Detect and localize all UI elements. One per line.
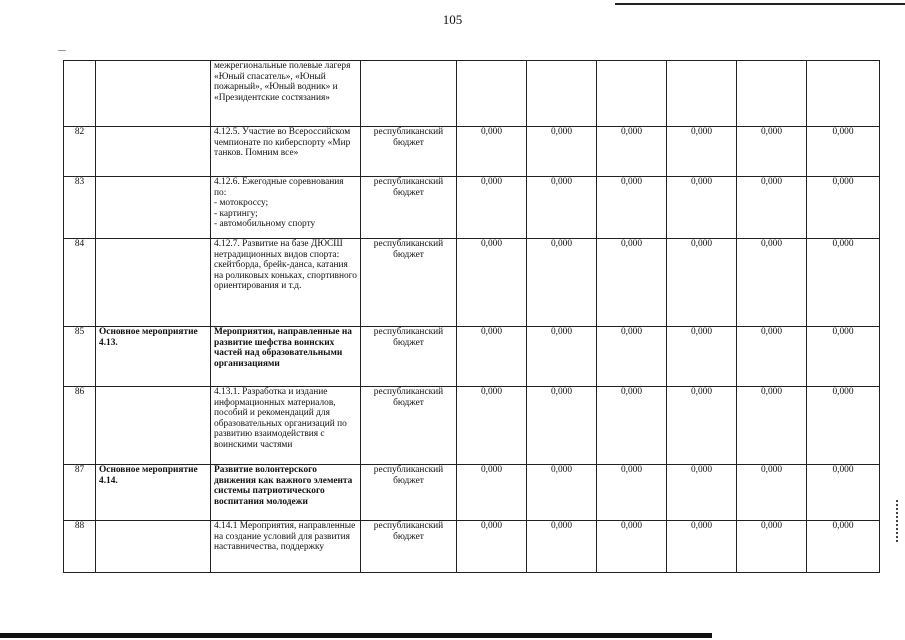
row-number: 88 bbox=[64, 521, 96, 573]
description-cell: 4.14.1 Мероприятия, направленные на создание условий для развития наставничества, поддержку bbox=[211, 521, 361, 573]
value-cell: 0,000 bbox=[807, 327, 880, 387]
row-number bbox=[64, 61, 96, 127]
description-cell: 4.12.5. Участие во Всероссийском чемпионате по киберспорту «Мир танков. Помним все» bbox=[211, 127, 361, 177]
section-cell bbox=[96, 127, 211, 177]
value-cell: 0,000 bbox=[597, 177, 667, 239]
value-cell: 0,000 bbox=[807, 465, 880, 521]
budget-table bbox=[63, 60, 880, 573]
value-cell: 0,000 bbox=[457, 387, 527, 465]
value-cell: 0,000 bbox=[527, 327, 597, 387]
value-cell: 0,000 bbox=[667, 239, 737, 327]
value-cell: 0,000 bbox=[807, 521, 880, 573]
value-cell bbox=[527, 61, 597, 127]
section-cell bbox=[96, 177, 211, 239]
value-cell: 0,000 bbox=[597, 387, 667, 465]
value-cell: 0,000 bbox=[667, 127, 737, 177]
value-cell: 0,000 bbox=[527, 521, 597, 573]
section-cell: Основное мероприятие 4.14. bbox=[96, 465, 211, 521]
table-row bbox=[64, 127, 880, 177]
source-cell: республиканский бюджет bbox=[361, 521, 457, 573]
value-cell bbox=[457, 61, 527, 127]
margin-marks bbox=[896, 500, 905, 542]
value-cell: 0,000 bbox=[737, 177, 807, 239]
source-cell: республиканский бюджет bbox=[361, 327, 457, 387]
section-cell bbox=[96, 239, 211, 327]
table-row bbox=[64, 327, 880, 387]
description-cell: межрегиональные полевые лагеря «Юный спасатель», «Юный пожарный», «Юный водник» и «Президентские состязания» bbox=[211, 61, 361, 127]
value-cell: 0,000 bbox=[807, 239, 880, 327]
value-cell: 0,000 bbox=[527, 465, 597, 521]
row-number: 85 bbox=[64, 327, 96, 387]
value-cell: 0,000 bbox=[737, 239, 807, 327]
value-cell: 0,000 bbox=[737, 127, 807, 177]
table-row bbox=[64, 177, 880, 239]
value-cell: 0,000 bbox=[667, 465, 737, 521]
description-cell: Развитие волонтерского движения как важного элемента системы патриотического воспитания молодежи bbox=[211, 465, 361, 521]
value-cell: 0,000 bbox=[807, 177, 880, 239]
description-cell: Мероприятия, направленные на развитие шефства воинских частей над образовательными организациями bbox=[211, 327, 361, 387]
value-cell bbox=[807, 61, 880, 127]
bottom-rule bbox=[0, 633, 712, 638]
description-cell: 4.13.1. Разработка и издание информационных материалов, пособий и рекомендаций для образовательных организаций по развитию взаимодействия с воинскими частями bbox=[211, 387, 361, 465]
source-cell: республиканский бюджет bbox=[361, 387, 457, 465]
value-cell: 0,000 bbox=[737, 327, 807, 387]
value-cell: 0,000 bbox=[597, 521, 667, 573]
table-row bbox=[64, 465, 880, 521]
margin-tick bbox=[58, 50, 66, 51]
row-number: 86 bbox=[64, 387, 96, 465]
value-cell: 0,000 bbox=[737, 387, 807, 465]
table-body bbox=[64, 61, 880, 573]
value-cell: 0,000 bbox=[737, 465, 807, 521]
table-row bbox=[64, 521, 880, 573]
table-row bbox=[64, 239, 880, 327]
value-cell: 0,000 bbox=[597, 465, 667, 521]
value-cell: 0,000 bbox=[597, 327, 667, 387]
top-rule bbox=[615, 3, 905, 5]
value-cell: 0,000 bbox=[457, 521, 527, 573]
description-cell: 4.12.7. Развитие на базе ДЮСШ нетрадиционных видов спорта: скейтборда, брейк-данса, катания на роликовых коньках, спортивного ориентирования и т.д. bbox=[211, 239, 361, 327]
section-cell bbox=[96, 387, 211, 465]
table-row bbox=[64, 387, 880, 465]
source-cell: республиканский бюджет bbox=[361, 239, 457, 327]
value-cell: 0,000 bbox=[457, 239, 527, 327]
section-cell: Основное мероприятие 4.13. bbox=[96, 327, 211, 387]
source-cell: республиканский бюджет bbox=[361, 465, 457, 521]
section-cell bbox=[96, 521, 211, 573]
source-cell: республиканский бюджет bbox=[361, 127, 457, 177]
value-cell: 0,000 bbox=[457, 465, 527, 521]
value-cell: 0,000 bbox=[457, 177, 527, 239]
value-cell: 0,000 bbox=[807, 387, 880, 465]
value-cell: 0,000 bbox=[667, 327, 737, 387]
page-number: 105 bbox=[442, 12, 463, 27]
value-cell: 0,000 bbox=[667, 387, 737, 465]
value-cell: 0,000 bbox=[527, 127, 597, 177]
value-cell bbox=[597, 61, 667, 127]
row-number: 83 bbox=[64, 177, 96, 239]
value-cell: 0,000 bbox=[457, 327, 527, 387]
source-cell bbox=[361, 61, 457, 127]
description-cell: 4.12.6. Ежегодные соревнования по: - мотокроссу; - картингу; - автомобильному спорту bbox=[211, 177, 361, 239]
row-number: 82 bbox=[64, 127, 96, 177]
value-cell: 0,000 bbox=[737, 521, 807, 573]
table-row bbox=[64, 61, 880, 127]
row-number: 87 bbox=[64, 465, 96, 521]
source-cell: республиканский бюджет bbox=[361, 177, 457, 239]
value-cell: 0,000 bbox=[527, 177, 597, 239]
value-cell: 0,000 bbox=[597, 127, 667, 177]
value-cell: 0,000 bbox=[457, 127, 527, 177]
value-cell: 0,000 bbox=[527, 239, 597, 327]
value-cell: 0,000 bbox=[667, 177, 737, 239]
value-cell: 0,000 bbox=[807, 127, 880, 177]
section-cell bbox=[96, 61, 211, 127]
value-cell: 0,000 bbox=[667, 521, 737, 573]
value-cell bbox=[667, 61, 737, 127]
value-cell: 0,000 bbox=[527, 387, 597, 465]
value-cell: 0,000 bbox=[597, 239, 667, 327]
row-number: 84 bbox=[64, 239, 96, 327]
value-cell bbox=[737, 61, 807, 127]
